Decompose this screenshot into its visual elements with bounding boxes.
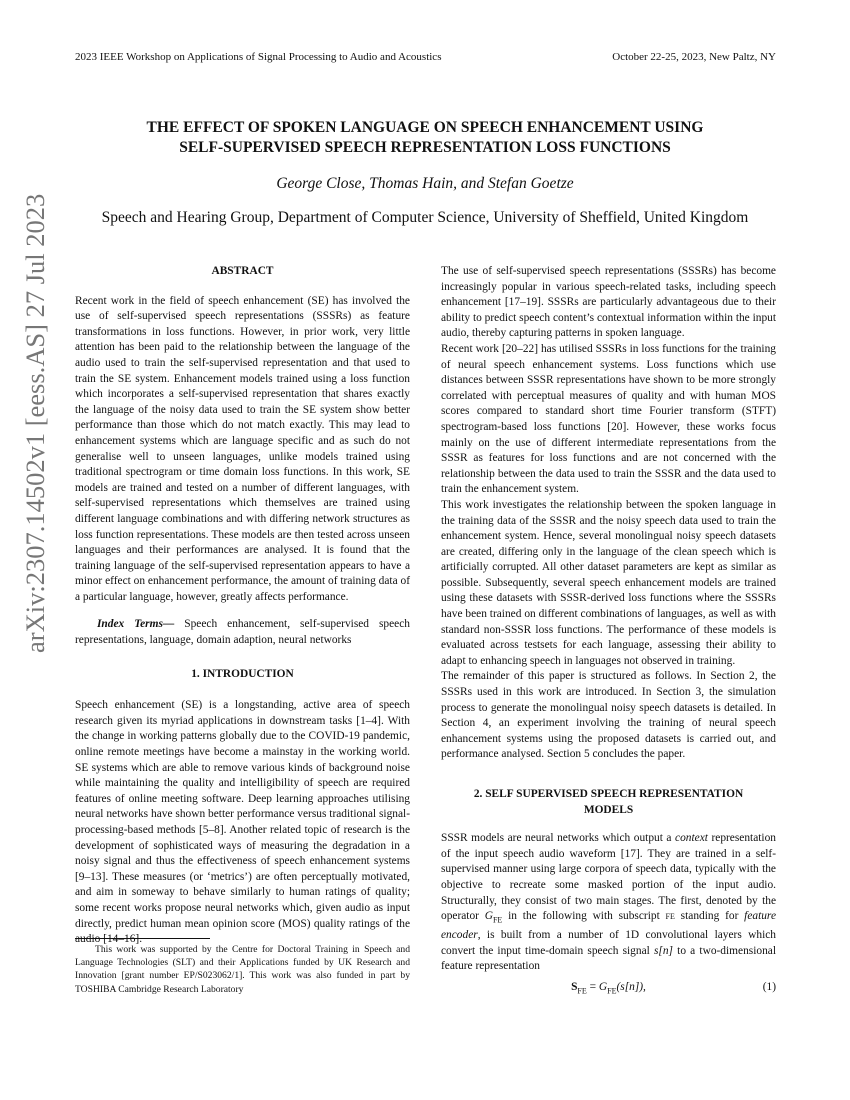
equation-equals: = xyxy=(586,981,599,993)
equation-lhs: S xyxy=(571,981,578,993)
section2-text xyxy=(441,831,776,975)
paper-title xyxy=(75,118,775,158)
index-terms-label: Index Terms— xyxy=(97,618,175,631)
signal-term: s[n] xyxy=(653,944,673,957)
section2-text-c: in the following with subscript xyxy=(502,910,666,923)
running-header-right: October 22-25, 2023, New Paltz, NY xyxy=(612,51,776,63)
section2-text-d: standing for xyxy=(674,910,745,923)
right-paragraph-3: This work investigates the relationship between the spoken language in the training data of the SSSR and the noisy speech data used to train the enhancement system. Hence, several monolingual noisy speech datasets are created, differing only in the language of the clean speech which is artificially corrupted. All other dataset parameters are kept as similar as possible. Subsequently, several speech enhancement models are trained using these datasets with SSSR-derived loss functions where the SSSRs have been trained on different combinations of languages, as well as with standard non-SSSR loss functions. The performance of these models is evaluated across testsets for each language, assessing their ability to adapt to enhancing speech in languages not observed in training. xyxy=(441,498,776,667)
section2-text-e: , is built from a number of 1D convolutional layers which convert the input time-domain speech signal xyxy=(441,929,776,957)
title-line-1: THE EFFECT OF SPOKEN LANGUAGE ON SPEECH ENHANCEMENT USING xyxy=(146,119,704,136)
footnote: This work was supported by the Centre for Doctoral Training in Speech and Language Technologies (SLT) and their Applications funded by UK Research and Innovation [grant number EP/S023062/1]. This work was also funded in part by TOSHIBA Cambridge Research Laboratory xyxy=(75,944,410,995)
subscript-fe: FE xyxy=(665,912,675,922)
title-line-2: SELF-SUPERVISED SPEECH REPRESENTATION LOSS FUNCTIONS xyxy=(179,139,671,156)
equation-body xyxy=(441,978,776,1000)
section2-text-b: representation of the input speech audio waveform [17]. They are trained in a self-supervised manner using large corpora of speech data, typically with the objective to recreate some masked portion of the input audio. Structurally, they consist of two main stages. The first, denoted by the operator xyxy=(441,832,776,923)
right-column xyxy=(441,264,776,975)
abstract-heading: ABSTRACT xyxy=(211,265,274,277)
operator-g: G xyxy=(484,910,493,923)
running-header-left: 2023 IEEE Workshop on Applications of Signal Processing to Audio and Acoustics xyxy=(75,51,442,63)
section2-heading-line-1: 2. SELF SUPERVISED SPEECH REPRESENTATION xyxy=(473,788,744,800)
arxiv-stamp xyxy=(15,193,55,653)
left-column xyxy=(75,264,410,948)
right-paragraph-1: The use of self-supervised speech representations (SSSRs) has become increasingly popular in various speech-related tasks, including speech enhancement [17–19]. SSSRs are particularly advantageous due to their ability to predict speech content’s contextual information within the input audio, thereby capturing patterns in spoken language. xyxy=(441,265,776,340)
introduction-heading: 1. INTRODUCTION xyxy=(191,667,294,680)
section2-text-f: to a two-dimensional feature representation xyxy=(441,944,776,973)
abstract-text: Recent work in the field of speech enhancement (SE) has involved the use of self-supervised speech representations (SSSRs) as feature transformations in loss functions. However, in prior work, very little attention has been paid to the relationship between the language of the audio used to train the self-supervised representation and that used to train the SE system. Enhancement models trained using a loss function which incorporates a self-supervised representation that shares exactly the language of the noisy data used to train the SE system show better performance than those which do not match exactly. This may lead to enhancement systems which are language specific and as such do not generalise well to unseen languages, unlike models trained using traditional spectrogram or time domain loss functions. In this work, SE models are trained and tested on a number of different languages, with self-supervised representations which themselves are trained using different language combinations and with differing network structures as loss function representations. These models are then tested across unseen languages and their performances are analysed. It is found that the training language of the self-supervised representation appears to have a minor effect on enhancement performance, the amount of training data of a particular language, however, greatly affects performance. xyxy=(75,294,410,603)
equation-lhs-subscript: FE xyxy=(577,986,587,996)
arxiv-id: arXiv:2307.14502v1 [eess.AS] 27 Jul 2023 xyxy=(20,193,50,653)
right-paragraph-4: The remainder of this paper is structured as follows. In Section 2, the SSSRs used in this work are introduced. In Section 3, the simulation process to generate the monolingual noisy speech datasets is detailed. In Section 4, an experiment involving the training of neural speech enhancement systems using the proposed datasets is carried out, and performance analysed. Section 5 concludes the paper. xyxy=(441,670,776,761)
right-paragraph-2: Recent work [20–22] has utilised SSSRs in loss functions for the training of neural speech enhancement systems. Loss functions which use distances between SSSR representations have shown to be more strongly correlated with perceptual measures of quality and with human MOS scores compared to standard short time Fourier transform (STFT) spectrogram-based loss functions [20]. However, these works focus mainly on the use of different intermediate representations from the SSSR as features for loss functions and are not concerned with the relationship between the data used to train the SSSR and the data used to train the enhancement system. xyxy=(441,342,776,496)
context-term: context xyxy=(675,832,708,845)
operator-g-subscript: FE xyxy=(492,915,503,925)
feature-encoder-term: feature encoder xyxy=(441,910,776,942)
footnote-rule xyxy=(75,938,210,939)
section2-heading-line-2: MODELS xyxy=(583,803,634,816)
affiliation: Speech and Hearing Group, Department of Computer Science, University of Sheffield, United Kingdom xyxy=(101,209,749,226)
equation-operator-subscript: FE xyxy=(607,986,617,996)
equation-1 xyxy=(441,978,776,996)
section2-heading xyxy=(441,787,776,818)
index-terms-text: Speech enhancement, self-supervised speech representations, language, domain adaption, neural networks xyxy=(75,618,410,647)
authors: George Close, Thomas Hain, and Stefan Goetze xyxy=(276,175,574,192)
introduction-text: Speech enhancement (SE) is a longstanding, active area of speech research given its myriad applications in downstream tasks [1–4]. With the change in working patterns globally due to the COVID-19 pandemic, online remote meetings have become a mainstay in the working world. SE systems which are able to remove various kinds of background noise while maintaining the quality and intelligibility of speech are required features of online meeting software. Deep learning approaches utilising neural networks have shown better performance versus traditional signal-processing-based methods [5–8]. Another related topic of research is the development of sophisticated ways of measuring the degradation in a noisy signal and thus the effectiveness of speech enhancement systems [9–13]. These measures (or ‘metrics’) are often perceptually motivated, and aim in someway to behave similarly to human ratings of quality; some recent works propose neural networks which, given audio as input directly, predict human mean opinion score (MOS) quality ratings of the audio [14–16]. xyxy=(75,699,410,946)
equation-argument: (s[n]), xyxy=(616,981,646,993)
equation-number: (1) xyxy=(762,981,776,993)
section2-text-a: SSSR models are neural networks which output a xyxy=(441,832,676,845)
equation-operator: G xyxy=(598,981,608,993)
index-terms xyxy=(75,617,410,648)
